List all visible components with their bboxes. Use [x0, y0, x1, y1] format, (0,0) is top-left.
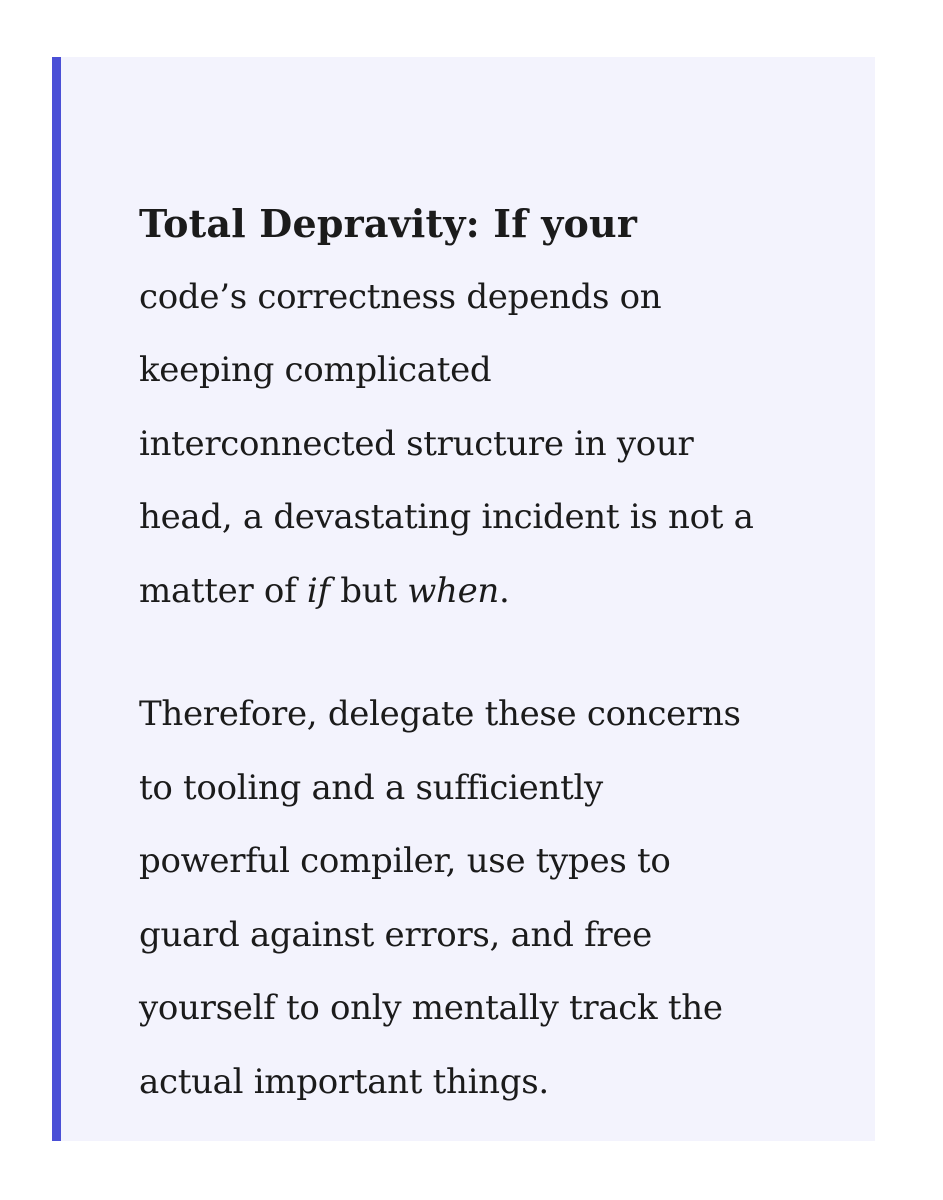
text-line: powerful compiler, use types to [139, 841, 671, 881]
text-line: actual important things. [139, 1061, 549, 1102]
text-line: Therefore, delegate these concerns [139, 694, 741, 734]
callout-lead-heading: Total Depravity: If your [139, 201, 638, 246]
text-line: to tooling and a sufficiently [139, 767, 603, 808]
text-line: guard against errors, and free [139, 914, 652, 955]
text-fragment: but [329, 570, 408, 611]
callout-box [52, 57, 875, 1141]
text-line: yourself to only mentally track the [139, 988, 723, 1028]
text-line: head, a devastating incident is not a [139, 497, 754, 537]
text-fragment: matter of [139, 570, 307, 611]
text-line-last [139, 555, 829, 629]
callout-content [139, 187, 829, 1119]
text-line: keeping complicated [139, 350, 492, 390]
emphasis-when: when [407, 570, 500, 611]
text-fragment: . [499, 570, 510, 611]
text-line: code’s correctness depends on [139, 276, 662, 317]
paragraph-total-depravity [139, 187, 829, 628]
paragraph-therefore [139, 678, 829, 1119]
emphasis-if: if [306, 570, 330, 611]
text-line: interconnected structure in your [139, 423, 694, 464]
